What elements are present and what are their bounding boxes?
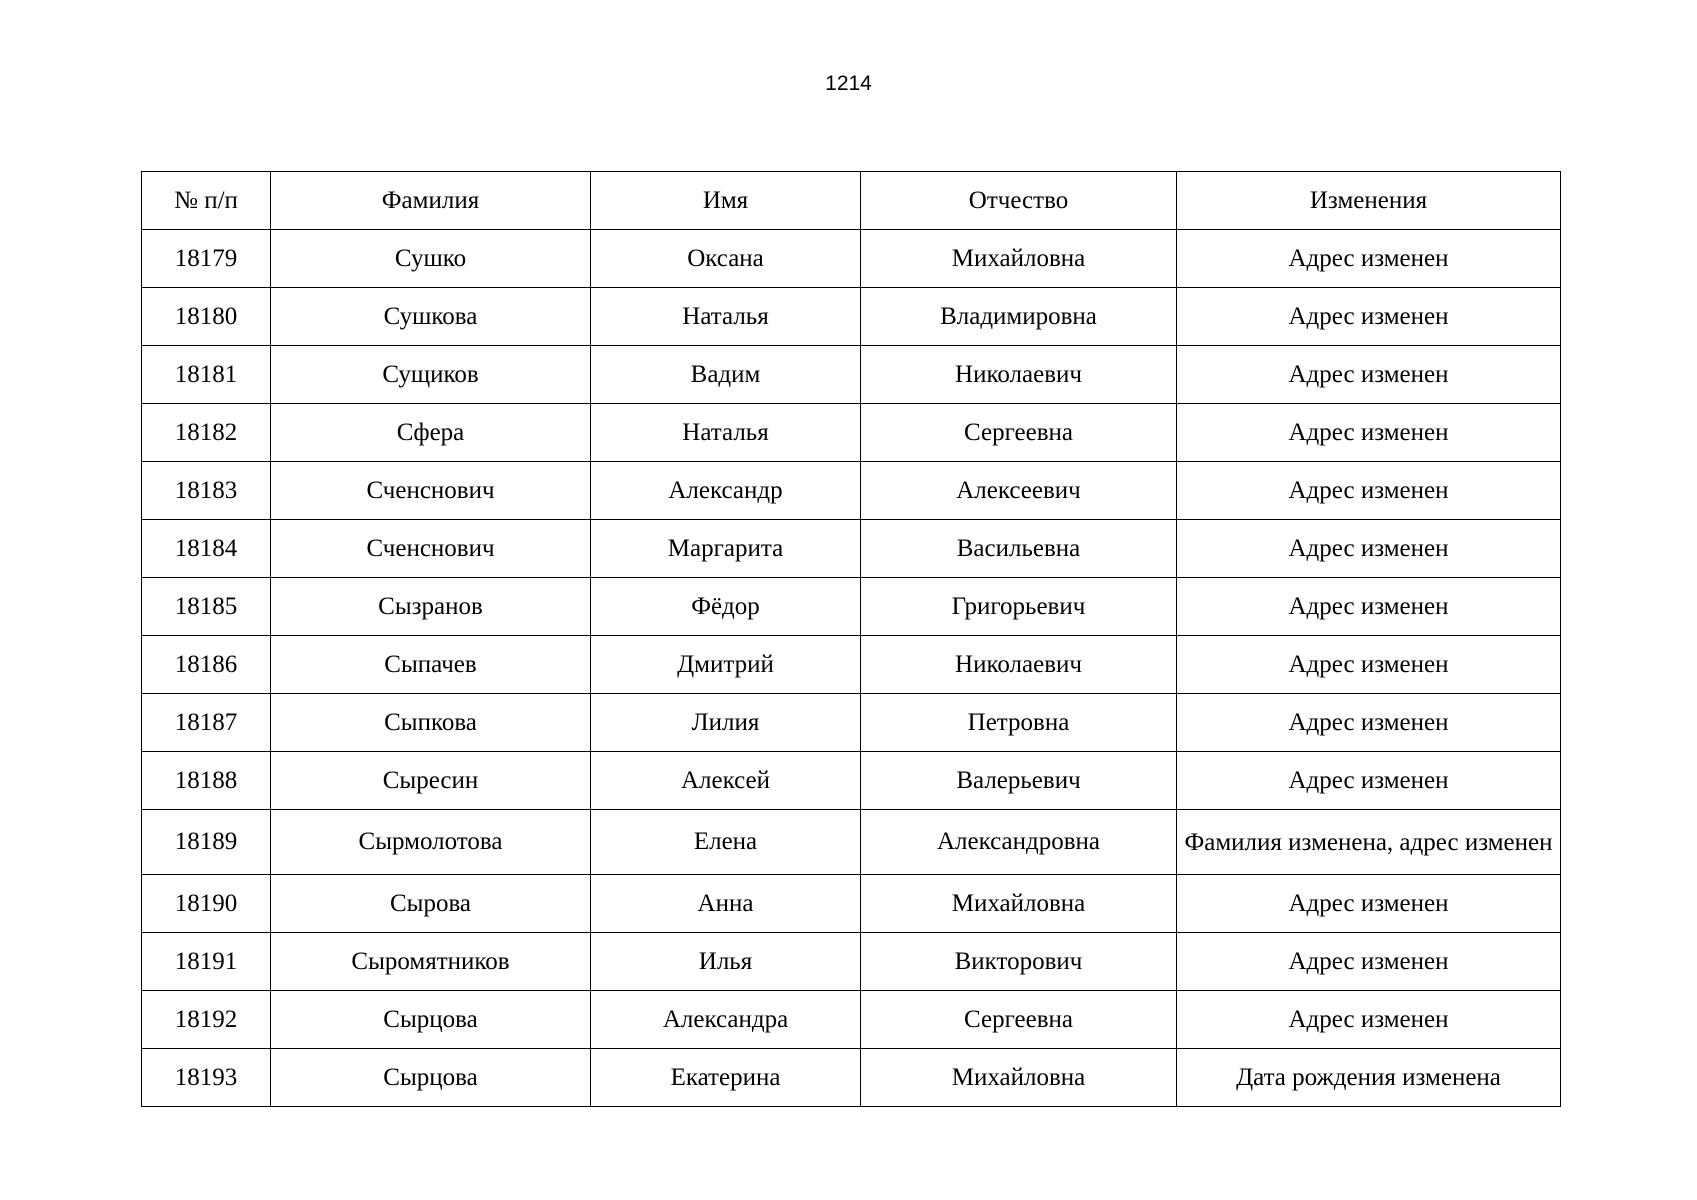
cell-changes: Адрес изменен (1177, 933, 1561, 991)
cell-number: 18182 (142, 404, 271, 462)
cell-surname: Сченснович (271, 520, 591, 578)
cell-first-name: Фёдор (591, 578, 861, 636)
cell-number: 18179 (142, 230, 271, 288)
cell-first-name: Оксана (591, 230, 861, 288)
cell-patronymic: Николаевич (861, 346, 1177, 404)
cell-number: 18193 (142, 1049, 271, 1107)
cell-patronymic: Владимировна (861, 288, 1177, 346)
header-patronymic: Отчество (861, 172, 1177, 230)
cell-changes: Адрес изменен (1177, 346, 1561, 404)
cell-first-name: Наталья (591, 288, 861, 346)
table-row (142, 991, 1561, 1049)
cell-patronymic: Петровна (861, 694, 1177, 752)
table-row (142, 520, 1561, 578)
cell-first-name: Илья (591, 933, 861, 991)
cell-patronymic: Алексеевич (861, 462, 1177, 520)
cell-patronymic: Сергеевна (861, 991, 1177, 1049)
cell-surname: Сызранов (271, 578, 591, 636)
cell-first-name: Александра (591, 991, 861, 1049)
cell-changes: Дата рождения изменена (1177, 1049, 1561, 1107)
table-row (142, 404, 1561, 462)
cell-surname: Сченснович (271, 462, 591, 520)
header-surname: Фамилия (271, 172, 591, 230)
cell-first-name: Алексей (591, 752, 861, 810)
cell-changes: Адрес изменен (1177, 752, 1561, 810)
table-row (142, 636, 1561, 694)
header-changes: Изменения (1177, 172, 1561, 230)
cell-number: 18183 (142, 462, 271, 520)
cell-number: 18189 (142, 810, 271, 875)
cell-number: 18188 (142, 752, 271, 810)
cell-first-name: Дмитрий (591, 636, 861, 694)
cell-changes: Фамилия изменена, адрес изменен (1177, 810, 1561, 875)
cell-patronymic: Николаевич (861, 636, 1177, 694)
cell-changes: Адрес изменен (1177, 230, 1561, 288)
cell-number: 18191 (142, 933, 271, 991)
cell-changes: Адрес изменен (1177, 875, 1561, 933)
cell-number: 18185 (142, 578, 271, 636)
cell-first-name: Наталья (591, 404, 861, 462)
table-row (142, 462, 1561, 520)
cell-number: 18187 (142, 694, 271, 752)
cell-first-name: Александр (591, 462, 861, 520)
cell-changes: Адрес изменен (1177, 462, 1561, 520)
header-row (142, 172, 1561, 230)
cell-number: 18186 (142, 636, 271, 694)
table-row (142, 230, 1561, 288)
cell-first-name: Анна (591, 875, 861, 933)
registry-table (141, 171, 1561, 1107)
cell-surname: Сыпачев (271, 636, 591, 694)
cell-surname: Сыромятников (271, 933, 591, 991)
cell-surname: Сушкова (271, 288, 591, 346)
table-row (142, 875, 1561, 933)
cell-patronymic: Викторович (861, 933, 1177, 991)
cell-number: 18181 (142, 346, 271, 404)
cell-patronymic: Михайловна (861, 875, 1177, 933)
cell-surname: Сущиков (271, 346, 591, 404)
cell-surname: Сыресин (271, 752, 591, 810)
cell-first-name: Елена (591, 810, 861, 875)
table-header (142, 172, 1561, 230)
cell-surname: Сушко (271, 230, 591, 288)
page-number: 1214 (825, 72, 872, 95)
cell-surname: Сырцова (271, 1049, 591, 1107)
table-row (142, 1049, 1561, 1107)
cell-patronymic: Сергеевна (861, 404, 1177, 462)
table-row (142, 933, 1561, 991)
cell-changes: Адрес изменен (1177, 520, 1561, 578)
cell-patronymic: Валерьевич (861, 752, 1177, 810)
cell-number: 18184 (142, 520, 271, 578)
cell-first-name: Вадим (591, 346, 861, 404)
cell-patronymic: Васильевна (861, 520, 1177, 578)
table-row (142, 694, 1561, 752)
cell-number: 18192 (142, 991, 271, 1049)
cell-changes: Адрес изменен (1177, 288, 1561, 346)
header-first-name: Имя (591, 172, 861, 230)
table-row (142, 578, 1561, 636)
table-row (142, 810, 1561, 875)
table-body (142, 230, 1561, 1107)
cell-surname: Сырцова (271, 991, 591, 1049)
cell-number: 18190 (142, 875, 271, 933)
cell-patronymic: Михайловна (861, 1049, 1177, 1107)
cell-changes: Адрес изменен (1177, 991, 1561, 1049)
cell-changes: Адрес изменен (1177, 694, 1561, 752)
cell-first-name: Лилия (591, 694, 861, 752)
cell-changes: Адрес изменен (1177, 636, 1561, 694)
table-row (142, 346, 1561, 404)
cell-patronymic: Михайловна (861, 230, 1177, 288)
table-row (142, 288, 1561, 346)
cell-changes: Адрес изменен (1177, 578, 1561, 636)
cell-surname: Сфера (271, 404, 591, 462)
table-row (142, 752, 1561, 810)
cell-surname: Сырмолотова (271, 810, 591, 875)
header-number: № п/п (142, 172, 271, 230)
cell-first-name: Маргарита (591, 520, 861, 578)
cell-number: 18180 (142, 288, 271, 346)
cell-surname: Сыпкова (271, 694, 591, 752)
cell-patronymic: Александровна (861, 810, 1177, 875)
cell-changes: Адрес изменен (1177, 404, 1561, 462)
cell-first-name: Екатерина (591, 1049, 861, 1107)
cell-surname: Сырова (271, 875, 591, 933)
cell-patronymic: Григорьевич (861, 578, 1177, 636)
